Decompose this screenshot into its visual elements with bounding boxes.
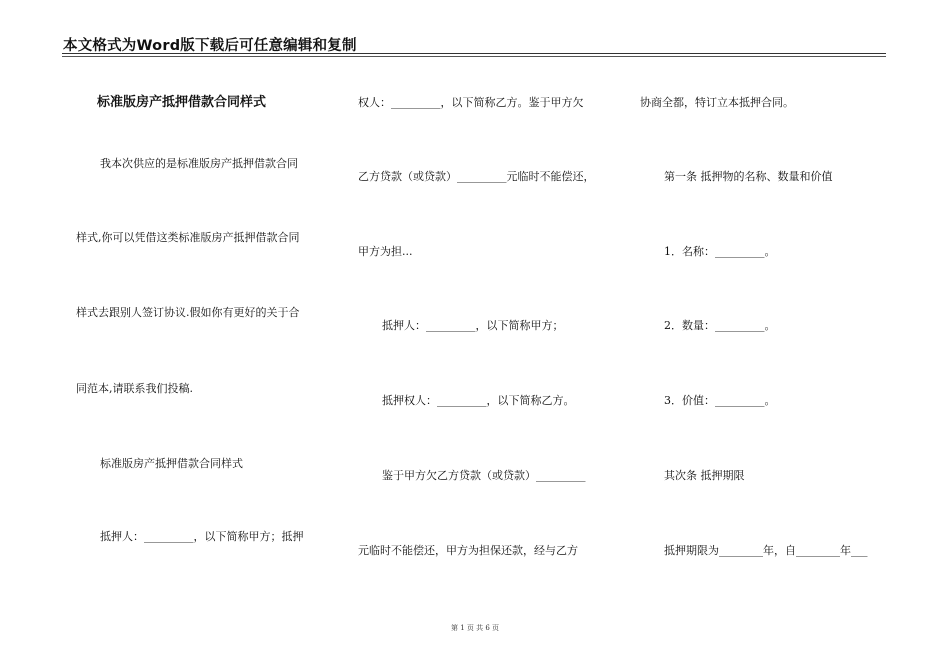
col3-line-3: 1．名称：_________。 [664, 245, 776, 258]
col2-line-2: 乙方贷款（或贷款）_________元临时不能偿还， [358, 170, 595, 183]
col2-line-4: 抵押人：_________，以下简称甲方； [382, 319, 564, 332]
header-rule-thin [62, 56, 886, 57]
col3-line-4: 2．数量：_________。 [664, 319, 776, 332]
col2-line-6: 鉴于甲方欠乙方贷款（或贷款）_________ [382, 469, 586, 482]
col3-line-5: 3．价值：_________。 [664, 394, 776, 407]
col1-line-3: 样式去跟别人签订协议.假如你有更好的关于合 [76, 306, 300, 319]
document-title: 标准版房产抵押借款合同样式 [97, 95, 267, 110]
col1-line-4: 同范本,请联系我们投稿. [76, 382, 193, 395]
header-rule [62, 53, 886, 54]
col3-line-2: 第一条 抵押物的名称、数量和价值 [664, 170, 833, 183]
col1-line-2: 样式,你可以凭借这类标准版房产抵押借款合同 [76, 231, 300, 244]
col2-line-1: 权人：_________，以下简称乙方。鉴于甲方欠 [358, 96, 584, 109]
col2-line-3: 甲方为担... [358, 245, 413, 258]
col2-line-5: 抵押权人：_________，以下简称乙方。 [382, 394, 575, 407]
col3-line-6: 其次条 抵押期限 [664, 469, 745, 482]
col3-line-7: 抵押期限为________年，自________年___ [664, 544, 868, 557]
document-header: 本文格式为Word版下载后可任意编辑和复制 [63, 38, 357, 54]
col1-line-5: 标准版房产抵押借款合同样式 [100, 457, 243, 470]
col3-line-1: 协商全都，特订立本抵押合同。 [640, 96, 794, 109]
page-footer: 第 1 页 共 6 页 [450, 624, 500, 632]
col2-line-7: 元临时不能偿还，甲方为担保还款，经与乙方 [358, 544, 578, 557]
col1-line-6: 抵押人：_________，以下简称甲方；抵押 [100, 530, 304, 543]
col1-line-1: 我本次供应的是标准版房产抵押借款合同 [100, 157, 298, 170]
